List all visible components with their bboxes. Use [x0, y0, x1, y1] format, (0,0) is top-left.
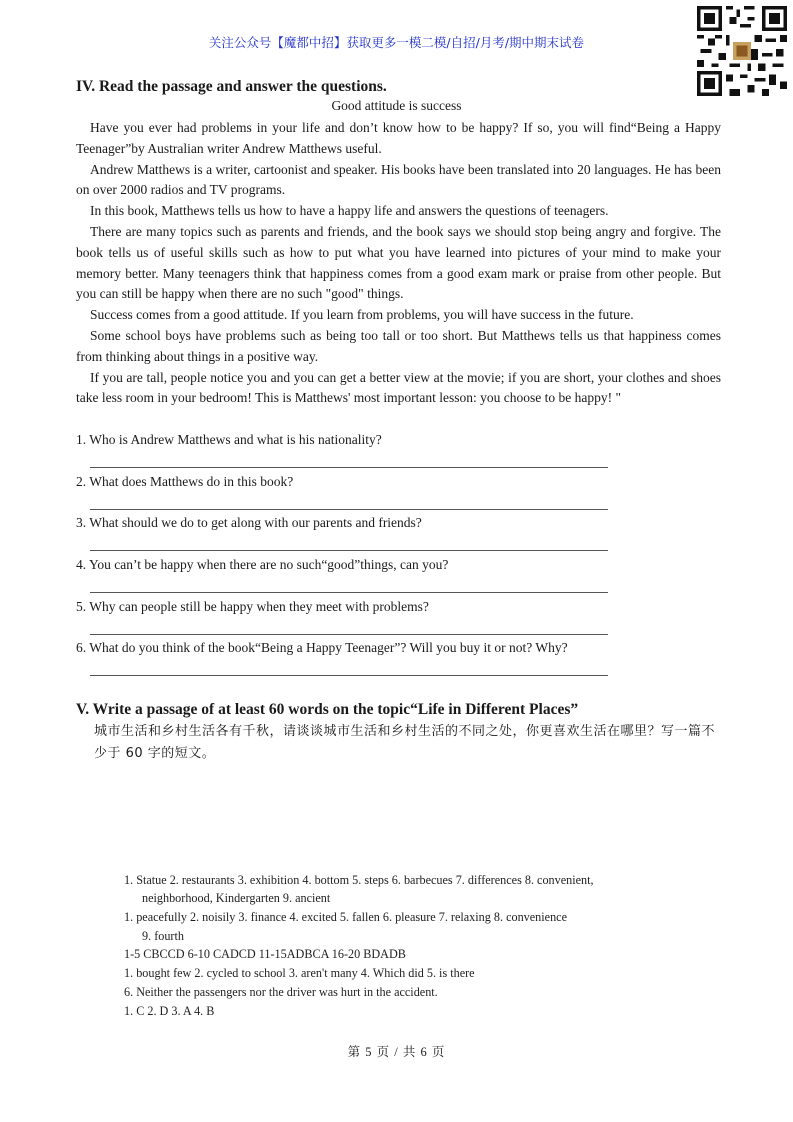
page-number: 第 5 页 / 共 6 页 [347, 1045, 446, 1059]
passage [76, 118, 721, 409]
paragraph: Andrew Matthews is a writer, cartoonist and speaker. His books have been translated into 20 languages. He has been on over 2000 radios and TV programs. [76, 161, 721, 198]
answer-key-line: 9. fourth [142, 929, 184, 943]
answer-key-line: 1. C 2. D 3. A 4. B [124, 1004, 215, 1018]
paragraph: Success comes from a good attitude. If you learn from problems, you will have success in the future. [90, 307, 634, 323]
promo-banner: 关注公众号【魔都中招】获取更多一模二模/自招/月考/期中期末试卷 [208, 35, 585, 50]
passage-title: Good attitude is success [331, 98, 462, 113]
answer-key-line: neighborhood, Kindergarten 9. ancient [142, 891, 331, 905]
question-5: 5. Why can people still be happy when they meet with problems? [76, 599, 429, 614]
answer-line-3[interactable] [90, 550, 608, 551]
question-2: 2. What does Matthews do in this book? [76, 474, 294, 489]
paragraph: There are many topics such as parents and friends, and the book says we should stop being angry and forgive. The book tells us of useful skills such as how to put what you have learned into pictures of your mind to make your memory better. Many teenagers think that happiness comes from a good exam mark or praise from other people. But you can still be happy when there are no such "good" things. [76, 223, 721, 302]
paragraph: Some school boys have problems such as being too tall or too short. But Matthews tells us that happiness comes from thinking about things in a positive way. [76, 327, 721, 364]
answer-line-1[interactable] [90, 467, 608, 468]
paragraph: In this book, Matthews tells us how to have a happy life and answers the questions of teenagers. [90, 203, 609, 219]
answer-key-line: 1. peacefully 2. noisily 3. finance 4. excited 5. fallen 6. pleasure 7. relaxing 8. convenience [124, 910, 567, 924]
answer-key-line: 6. Neither the passengers nor the driver was hurt in the accident. [124, 985, 438, 999]
question-3: 3. What should we do to get along with our parents and friends? [76, 515, 422, 530]
question-4: 4. You can’t be happy when there are no such“good”things, can you? [76, 557, 449, 572]
answer-line-5[interactable] [90, 634, 608, 635]
answer-line-6[interactable] [90, 675, 608, 676]
answer-key-line: 1. bought few 2. cycled to school 3. aren't many 4. Which did 5. is there [124, 966, 475, 980]
answer-line-2[interactable] [90, 509, 608, 510]
section-4-title: IV. Read the passage and answer the questions. [76, 78, 387, 95]
qr-code-icon [697, 6, 787, 96]
writing-instruction: 城市生活和乡村生活各有千秋，请谈谈城市生活和乡村生活的不同之处，你更喜欢生活在哪里？写一篇不少于 60 字的短文。 [94, 724, 716, 761]
question-6: 6. What do you think of the book“Being a Happy Teenager”? Will you buy it or not? Why? [76, 640, 568, 655]
paragraph: Have you ever had problems in your life and don’t know how to be happy? If so, you will find“Being a Happy Teenager”by Australian writer Andrew Matthews useful. [76, 120, 721, 156]
section-5-title: V. Write a passage of at least 60 words on the topic“Life in Different Places” [76, 701, 579, 718]
paragraph: If you are tall, people notice you and you can get a better view at the movie; if you are short, your clothes and shoes take less room in your bedroom! This is Matthews' most important lesson: you choose to be happy! " [76, 369, 721, 406]
question-1: 1. Who is Andrew Matthews and what is his nationality? [76, 432, 382, 447]
answer-line-4[interactable] [90, 592, 608, 593]
answer-key-line: 1-5 CBCCD 6-10 CADCD 11-15ADBCA 16-20 BDADB [124, 947, 406, 961]
answer-key-line: 1. Statue 2. restaurants 3. exhibition 4. bottom 5. steps 6. barbecues 7. differences 8. convenient, [124, 873, 594, 887]
